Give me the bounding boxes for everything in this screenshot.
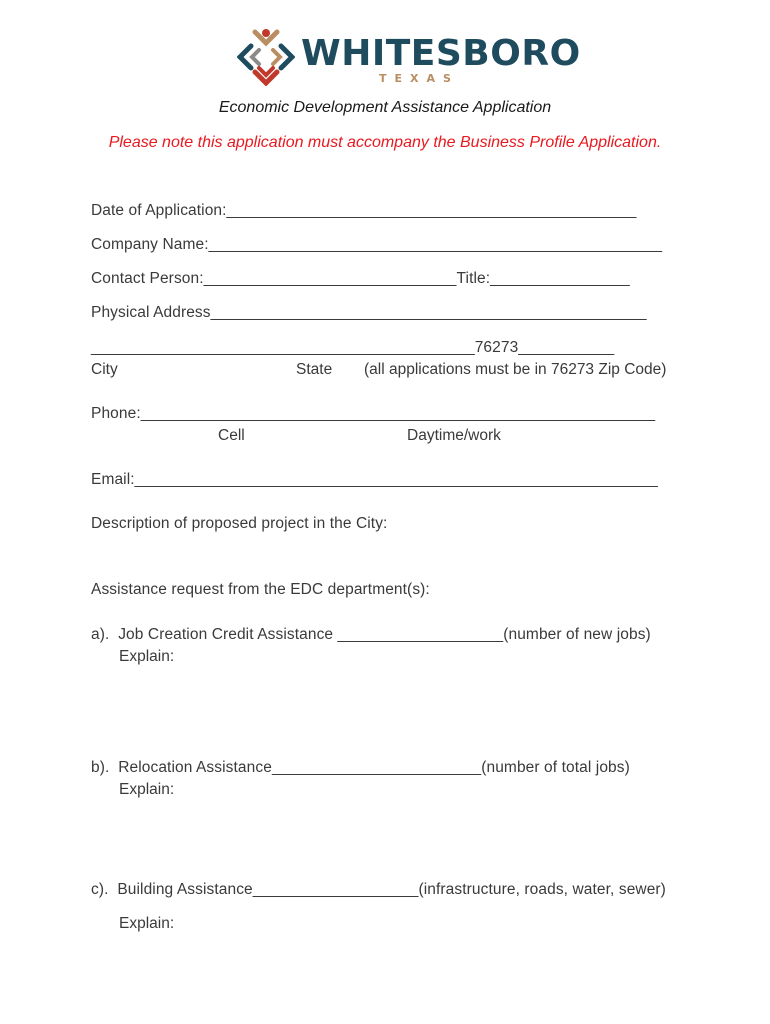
relocation-explain-label: Explain: [119, 781, 175, 798]
relocation-assistance-field[interactable]: b). Relocation Assistance________________________(number of total jobs) [91, 759, 630, 776]
building-explain-label: Explain: [119, 915, 175, 932]
project-description-label: Description of proposed project in the City: [91, 515, 388, 532]
job-creation-credit-field[interactable]: a). Job Creation Credit Assistance ___________________(number of new jobs) [91, 626, 651, 643]
page-title: Economic Development Assistance Application [218, 99, 552, 116]
state-label: State [296, 361, 333, 378]
assistance-request-label: Assistance request from the EDC department(s): [91, 581, 430, 598]
physical-address-field[interactable]: Physical Address__________________________________________________ [91, 304, 647, 321]
contact-person-field[interactable]: Contact Person:_____________________________Title:________________ [91, 270, 630, 287]
whitesboro-logo [237, 28, 581, 88]
zip-code-note: (all applications must be in 76273 Zip Code) [364, 361, 667, 378]
building-assistance-field[interactable]: c). Building Assistance___________________(infrastructure, roads, water, sewer) [91, 881, 666, 898]
email-field[interactable]: Email:____________________________________________________________ [91, 471, 658, 488]
logo-mark-icon [237, 28, 295, 86]
city-state-zip-field[interactable]: ____________________________________________76273___________ [91, 339, 615, 356]
logo-subtitle: TEXAS [379, 72, 459, 85]
daytime-work-label: Daytime/work [407, 427, 501, 444]
phone-field[interactable]: Phone:___________________________________________________________ [91, 405, 656, 422]
job-creation-explain-label: Explain: [119, 648, 175, 665]
logo-wordmark: WHITESBORO [301, 33, 581, 74]
notice-text: Please note this application must accompany the Business Profile Application. [108, 134, 662, 151]
city-label: City [91, 361, 118, 378]
date-of-application-field[interactable]: Date of Application:_______________________________________________ [91, 202, 637, 219]
cell-label: Cell [218, 427, 245, 444]
company-name-field[interactable]: Company Name:____________________________________________________ [91, 236, 663, 253]
